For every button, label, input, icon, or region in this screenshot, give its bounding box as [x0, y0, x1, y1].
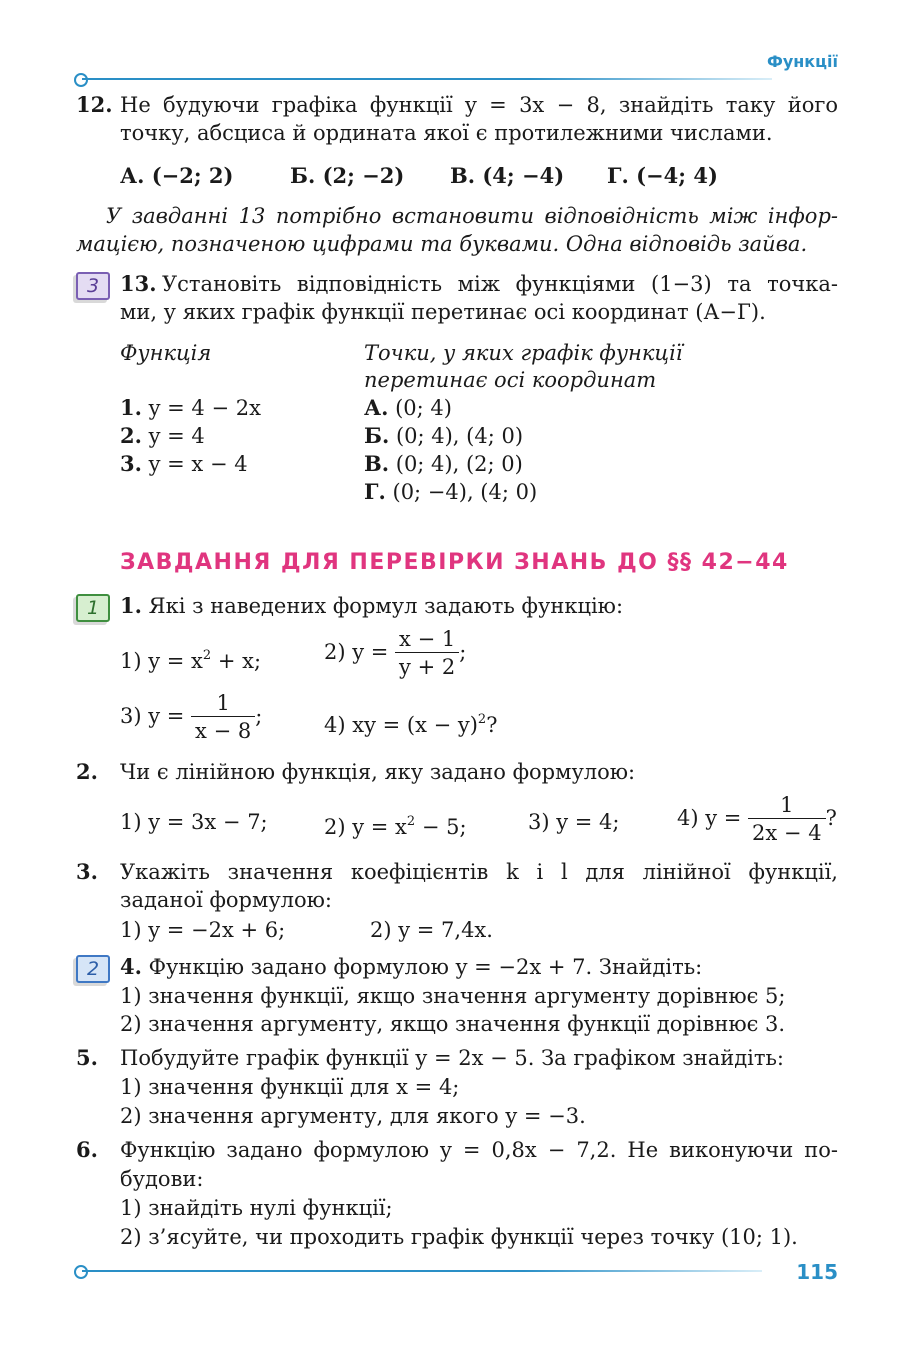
q13-point-c: В. (0; 4), (2; 0) [364, 451, 523, 476]
t5-option-2: 2) значення аргументу, для якого y = −3. [120, 1104, 586, 1128]
q13-point-d: Г. (0; −4), (4; 0) [364, 479, 538, 504]
q13-function-2: 2. y = 4 [120, 423, 205, 448]
q12-option-c: В. (4; −4) [450, 163, 565, 188]
header-rule [82, 78, 772, 80]
t1-option-2: 2) y = $\frac{x - 1}{y + 2}$ ; [324, 627, 467, 679]
t3-line1: Укажіть значення коефіцієнтів k і l для лінійної функції, [120, 860, 838, 884]
t4-option-2: 2) значення аргументу, якщо значення функції дорівнює 3. [120, 1012, 786, 1036]
q13-line1: Установіть відповідність між функціями (1−3) та точка- [162, 272, 838, 296]
t5-number: 5. [76, 1045, 98, 1070]
t3-option-2: 2) y = 7,4x. [370, 918, 493, 942]
instruction-line2: мацією, позначеною цифрами та буквами. Одна відповідь зайва. [76, 232, 808, 256]
q13-col2-header-2: перетинає осі координат [364, 368, 657, 392]
t1-question: 1. Які з наведених формул задають функцію: [120, 593, 624, 618]
q13-col1-header: Функція [120, 341, 212, 365]
q12-line1: Не будуючи графіка функції y = 3x − 8, знайдіть таку його [120, 93, 838, 117]
level-2-badge: 2 [76, 955, 110, 983]
q12-option-b: Б. (2; −2) [290, 163, 405, 188]
t2-option-1: 1) y = 3x − 7; [120, 810, 268, 834]
t2-option-2: 2) $y = x^2 - 5$; [324, 814, 467, 839]
q12-option-d: Г. (−4; 4) [607, 163, 718, 188]
t6-line2: будови: [120, 1167, 204, 1191]
t1-option-4: 4) xy = $(x - y)^2$? [324, 712, 498, 737]
q13-number: 13. [120, 271, 157, 296]
t3-option-1: 1) y = −2x + 6; [120, 918, 286, 942]
q12-option-a: А. (−2; 2) [120, 163, 234, 188]
q13-function-3: 3. y = x − 4 [120, 451, 248, 476]
q13-function-1: 1. y = 4 − 2x [120, 395, 261, 420]
footer-rule-ring-icon [74, 1265, 88, 1279]
t5-question: Побудуйте графік функції y = 2x − 5. За графіком знайдіть: [120, 1046, 784, 1070]
header-rule-ring-icon [74, 73, 88, 87]
t2-option-3: 3) y = 4; [528, 810, 620, 834]
t2-option-4: 4) y = $\frac{1}{2x - 4}$ ? [677, 793, 837, 845]
t1-option-1: 1) $y = x^2 + x$; [120, 648, 262, 673]
level-3-badge: 3 [76, 272, 110, 300]
q13-point-b: Б. (0; 4), (4; 0) [364, 423, 524, 448]
t6-number: 6. [76, 1137, 98, 1162]
t3-line2: заданої формулою: [120, 888, 333, 912]
q13-point-a: А. (0; 4) [364, 395, 452, 420]
footer-rule [82, 1270, 762, 1272]
t5-option-1: 1) значення функції для x = 4; [120, 1075, 460, 1099]
q12-line2: точку, абсциса й ордината якої є протилежними числами. [120, 121, 773, 145]
page-number: 115 [796, 1260, 838, 1284]
t6-option-2: 2) з’ясуйте, чи проходить графік функції через точку (10; 1). [120, 1225, 798, 1249]
running-header: Функції [766, 52, 838, 71]
t2-question: Чи є лінійною функція, яку задано формулою: [120, 760, 636, 784]
t1-option-3: 3) y = $\frac{1}{x - 8}$ ; [120, 691, 263, 743]
q12-number: 12. [76, 92, 113, 117]
section-title: ЗАВДАННЯ ДЛЯ ПЕРЕВІРКИ ЗНАНЬ ДО §§ 42−44 [120, 550, 789, 575]
level-1-badge: 1 [76, 594, 110, 622]
q13-col2-header-1: Точки, у яких графік функції [364, 341, 683, 365]
instruction-line1: У завданні 13 потрібно встановити відповідність між інфор- [106, 204, 838, 228]
t4-question: 4. Функцію задано формулою y = −2x + 7. Знайдіть: [120, 954, 703, 979]
t3-number: 3. [76, 859, 98, 884]
t6-option-1: 1) знайдіть нулі функції; [120, 1196, 393, 1220]
q13-line2: ми, у яких графік функції перетинає осі координат (А−Г). [120, 300, 766, 324]
t2-number: 2. [76, 759, 98, 784]
t6-line1: Функцію задано формулою y = 0,8x − 7,2. Не виконуючи по- [120, 1138, 838, 1162]
t4-option-1: 1) значення функції, якщо значення аргументу дорівнює 5; [120, 984, 786, 1008]
